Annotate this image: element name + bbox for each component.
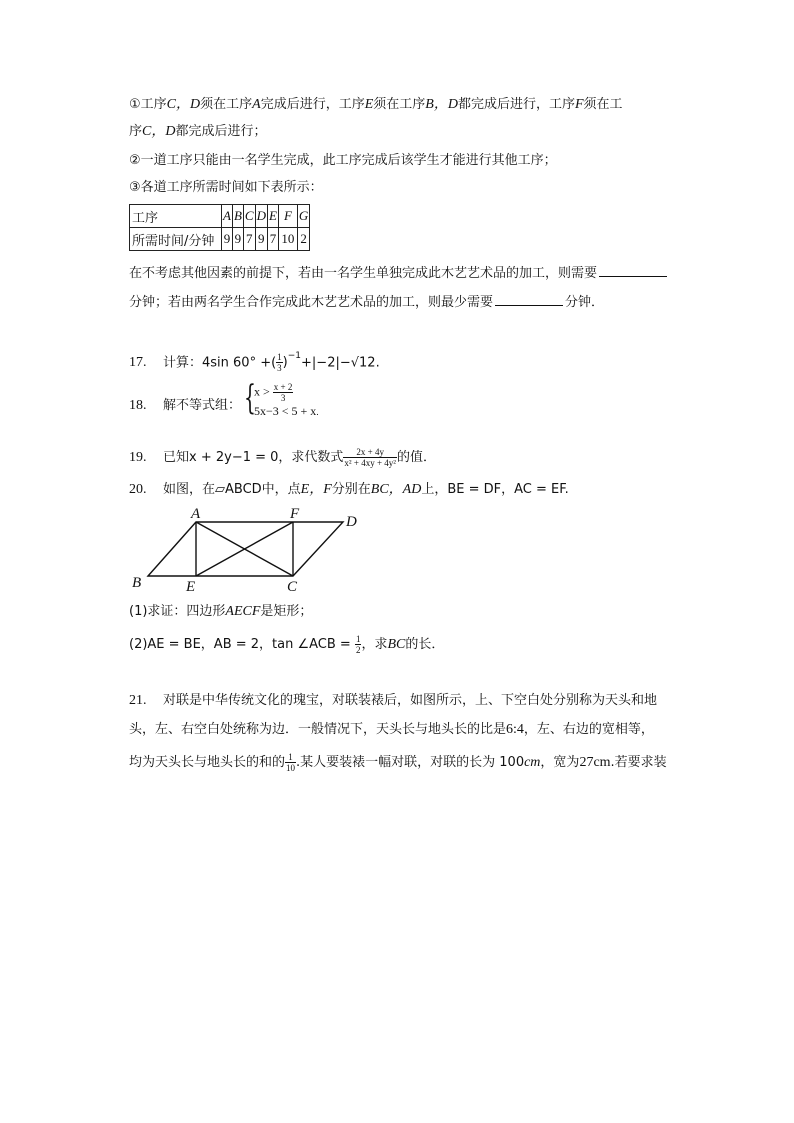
numerator: x + 2 bbox=[273, 382, 293, 392]
text: 都完成后进行，工序 bbox=[457, 97, 575, 112]
label-f: F bbox=[290, 506, 300, 522]
numerator: 1 bbox=[355, 634, 361, 644]
text: ①工序 bbox=[129, 97, 167, 112]
table-row bbox=[130, 205, 310, 228]
table-cell: F bbox=[278, 205, 297, 228]
var-f: F bbox=[574, 97, 584, 112]
text: 是矩形； bbox=[260, 604, 313, 619]
answer-blank-1[interactable] bbox=[599, 263, 667, 277]
condition-2: ②一道工序只能由一名学生完成，此工序完成后该学生才能进行其他工序； bbox=[129, 153, 557, 168]
var-bc: BC bbox=[387, 637, 406, 652]
inequality-2 bbox=[254, 404, 319, 419]
label-b: B bbox=[132, 575, 142, 591]
var-bd: B，D bbox=[425, 97, 458, 112]
text: . bbox=[316, 407, 319, 417]
process-time-table bbox=[129, 204, 310, 251]
var-cd: C，D bbox=[166, 97, 201, 112]
table-cell: E bbox=[267, 205, 278, 228]
text: 的值． bbox=[396, 450, 436, 465]
text: 如图，在▱ABCD中，点 bbox=[163, 482, 301, 497]
denominator: 3 bbox=[280, 393, 286, 403]
denominator: 3 bbox=[277, 363, 282, 374]
question-21-line-1 bbox=[129, 692, 657, 710]
question-17: 17. 计算：4sin 60° +( $\frac{1}{3}$ )$^{-1}$+|−2|−√12. bbox=[129, 351, 380, 374]
system-brace: { bbox=[244, 378, 256, 418]
question-number: 21. bbox=[129, 693, 147, 708]
table-cell: 9 bbox=[222, 228, 233, 251]
text: 分钟． bbox=[565, 295, 605, 310]
text: (2)AE = BE，AB = 2，tan ∠ACB = bbox=[129, 637, 351, 652]
fraction bbox=[285, 752, 296, 773]
question-19 bbox=[129, 447, 436, 468]
q16-line-2 bbox=[129, 292, 604, 312]
text: 上，BE = DF，AC = EF. bbox=[421, 482, 569, 497]
text: 对联是中华传统文化的瑰宝，对联装裱后，如图所示，上、下空白处分别称为天头和地 bbox=[163, 693, 658, 708]
inequality-system bbox=[254, 382, 319, 419]
ratio: 6:4 bbox=[506, 722, 524, 737]
q16-line-1 bbox=[129, 263, 669, 283]
text: .某人要装裱一幅对联，对联的长为 100 bbox=[296, 755, 525, 770]
fraction bbox=[343, 447, 397, 468]
text: (1)求证：四边形 bbox=[129, 604, 226, 619]
condition-1-line-1 bbox=[129, 96, 623, 114]
question-20 bbox=[129, 481, 569, 499]
text: 解不等式组： bbox=[163, 398, 242, 413]
table-cell: 10 bbox=[278, 228, 297, 251]
table-cell: D bbox=[255, 205, 267, 228]
label-d: D bbox=[346, 514, 357, 530]
table-cell: 7 bbox=[243, 228, 255, 251]
var-a: A bbox=[252, 97, 261, 112]
fraction bbox=[276, 352, 283, 373]
width-value: 27cm bbox=[579, 755, 611, 770]
unit-cm: cm bbox=[524, 755, 541, 770]
denominator: x² + 4xy + 4y² bbox=[344, 458, 396, 468]
inequality-1 bbox=[254, 382, 319, 403]
fraction bbox=[273, 382, 294, 403]
parallelogram-figure bbox=[125, 503, 365, 595]
numerator: 2x + 4y bbox=[343, 447, 397, 458]
table-cell: C bbox=[243, 205, 255, 228]
numerator: 1 bbox=[277, 352, 282, 363]
text: 5x−3 < 5 + x bbox=[254, 404, 317, 418]
condition-3: ③各道工序所需时间如下表所示： bbox=[129, 180, 323, 195]
text: 须在工序 bbox=[373, 97, 426, 112]
text: 的长． bbox=[405, 637, 445, 652]
text: ，宽为 bbox=[540, 755, 580, 770]
table-row-label: 所需时间/分钟 bbox=[130, 228, 222, 251]
text: ，左、右边的宽相等， bbox=[523, 722, 654, 737]
text: 计算：4sin 60° +( bbox=[163, 355, 277, 371]
exponent: −1 bbox=[287, 351, 302, 361]
table-cell: A bbox=[222, 205, 233, 228]
text: ，求 bbox=[361, 637, 388, 652]
question-21-line-2 bbox=[129, 721, 654, 739]
table-row bbox=[130, 228, 310, 251]
question-number: 20. bbox=[129, 482, 147, 497]
label-a: A bbox=[191, 506, 201, 522]
text: 序 bbox=[129, 124, 143, 139]
table-cell: B bbox=[232, 205, 243, 228]
question-number: 17. bbox=[129, 355, 147, 371]
text: 完成后进行，工序 bbox=[260, 97, 365, 112]
var-ef: E，F bbox=[300, 482, 332, 497]
text: 须在工 bbox=[583, 97, 623, 112]
question-number: 18. bbox=[129, 398, 147, 413]
text: 在不考虑其他因素的前提下，若由一名学生单独完成此木艺艺术品的加工，则需要 bbox=[129, 266, 598, 281]
var-bc-ad: BC，AD bbox=[370, 482, 422, 497]
var-e: E bbox=[364, 97, 374, 112]
table-cell: 9 bbox=[255, 228, 267, 251]
answer-blank-2[interactable] bbox=[495, 292, 563, 306]
text: 都完成后进行； bbox=[175, 124, 267, 139]
q20-part-1 bbox=[129, 603, 312, 621]
text: +|−2|−√12. bbox=[301, 355, 380, 371]
denominator: 10 bbox=[286, 763, 296, 773]
var-cd: C，D bbox=[142, 124, 176, 139]
table-cell: 7 bbox=[267, 228, 278, 251]
text: 分别在 bbox=[331, 482, 371, 497]
question-21-line-3 bbox=[129, 752, 667, 773]
text: x > bbox=[254, 384, 270, 399]
q20-part-2 bbox=[129, 634, 444, 655]
text: 须在工序 bbox=[200, 97, 253, 112]
text: 分钟；若由两名学生合作完成此木艺艺术品的加工，则最少需要 bbox=[129, 295, 494, 310]
table-header-label: 工序 bbox=[130, 205, 222, 228]
var-aecf: AECF bbox=[225, 604, 261, 619]
table-cell: G bbox=[297, 205, 309, 228]
label-c: C bbox=[287, 579, 298, 595]
numerator: 1 bbox=[285, 752, 296, 763]
condition-1-line-2 bbox=[129, 123, 266, 141]
question-number: 19. bbox=[129, 450, 147, 465]
text: 头，左、右空白处统称为边．一般情况下，天头长与地头长的比是 bbox=[129, 722, 507, 737]
text: 均为天头长与地头长的和的 bbox=[129, 755, 286, 770]
question-18 bbox=[129, 397, 241, 415]
text: .若要求装 bbox=[610, 755, 667, 770]
text: 已知x + 2y−1 = 0，求代数式 bbox=[163, 450, 344, 465]
table-cell: 2 bbox=[297, 228, 309, 251]
table-cell: 9 bbox=[232, 228, 243, 251]
denominator: 2 bbox=[355, 645, 361, 655]
label-e: E bbox=[186, 579, 196, 595]
